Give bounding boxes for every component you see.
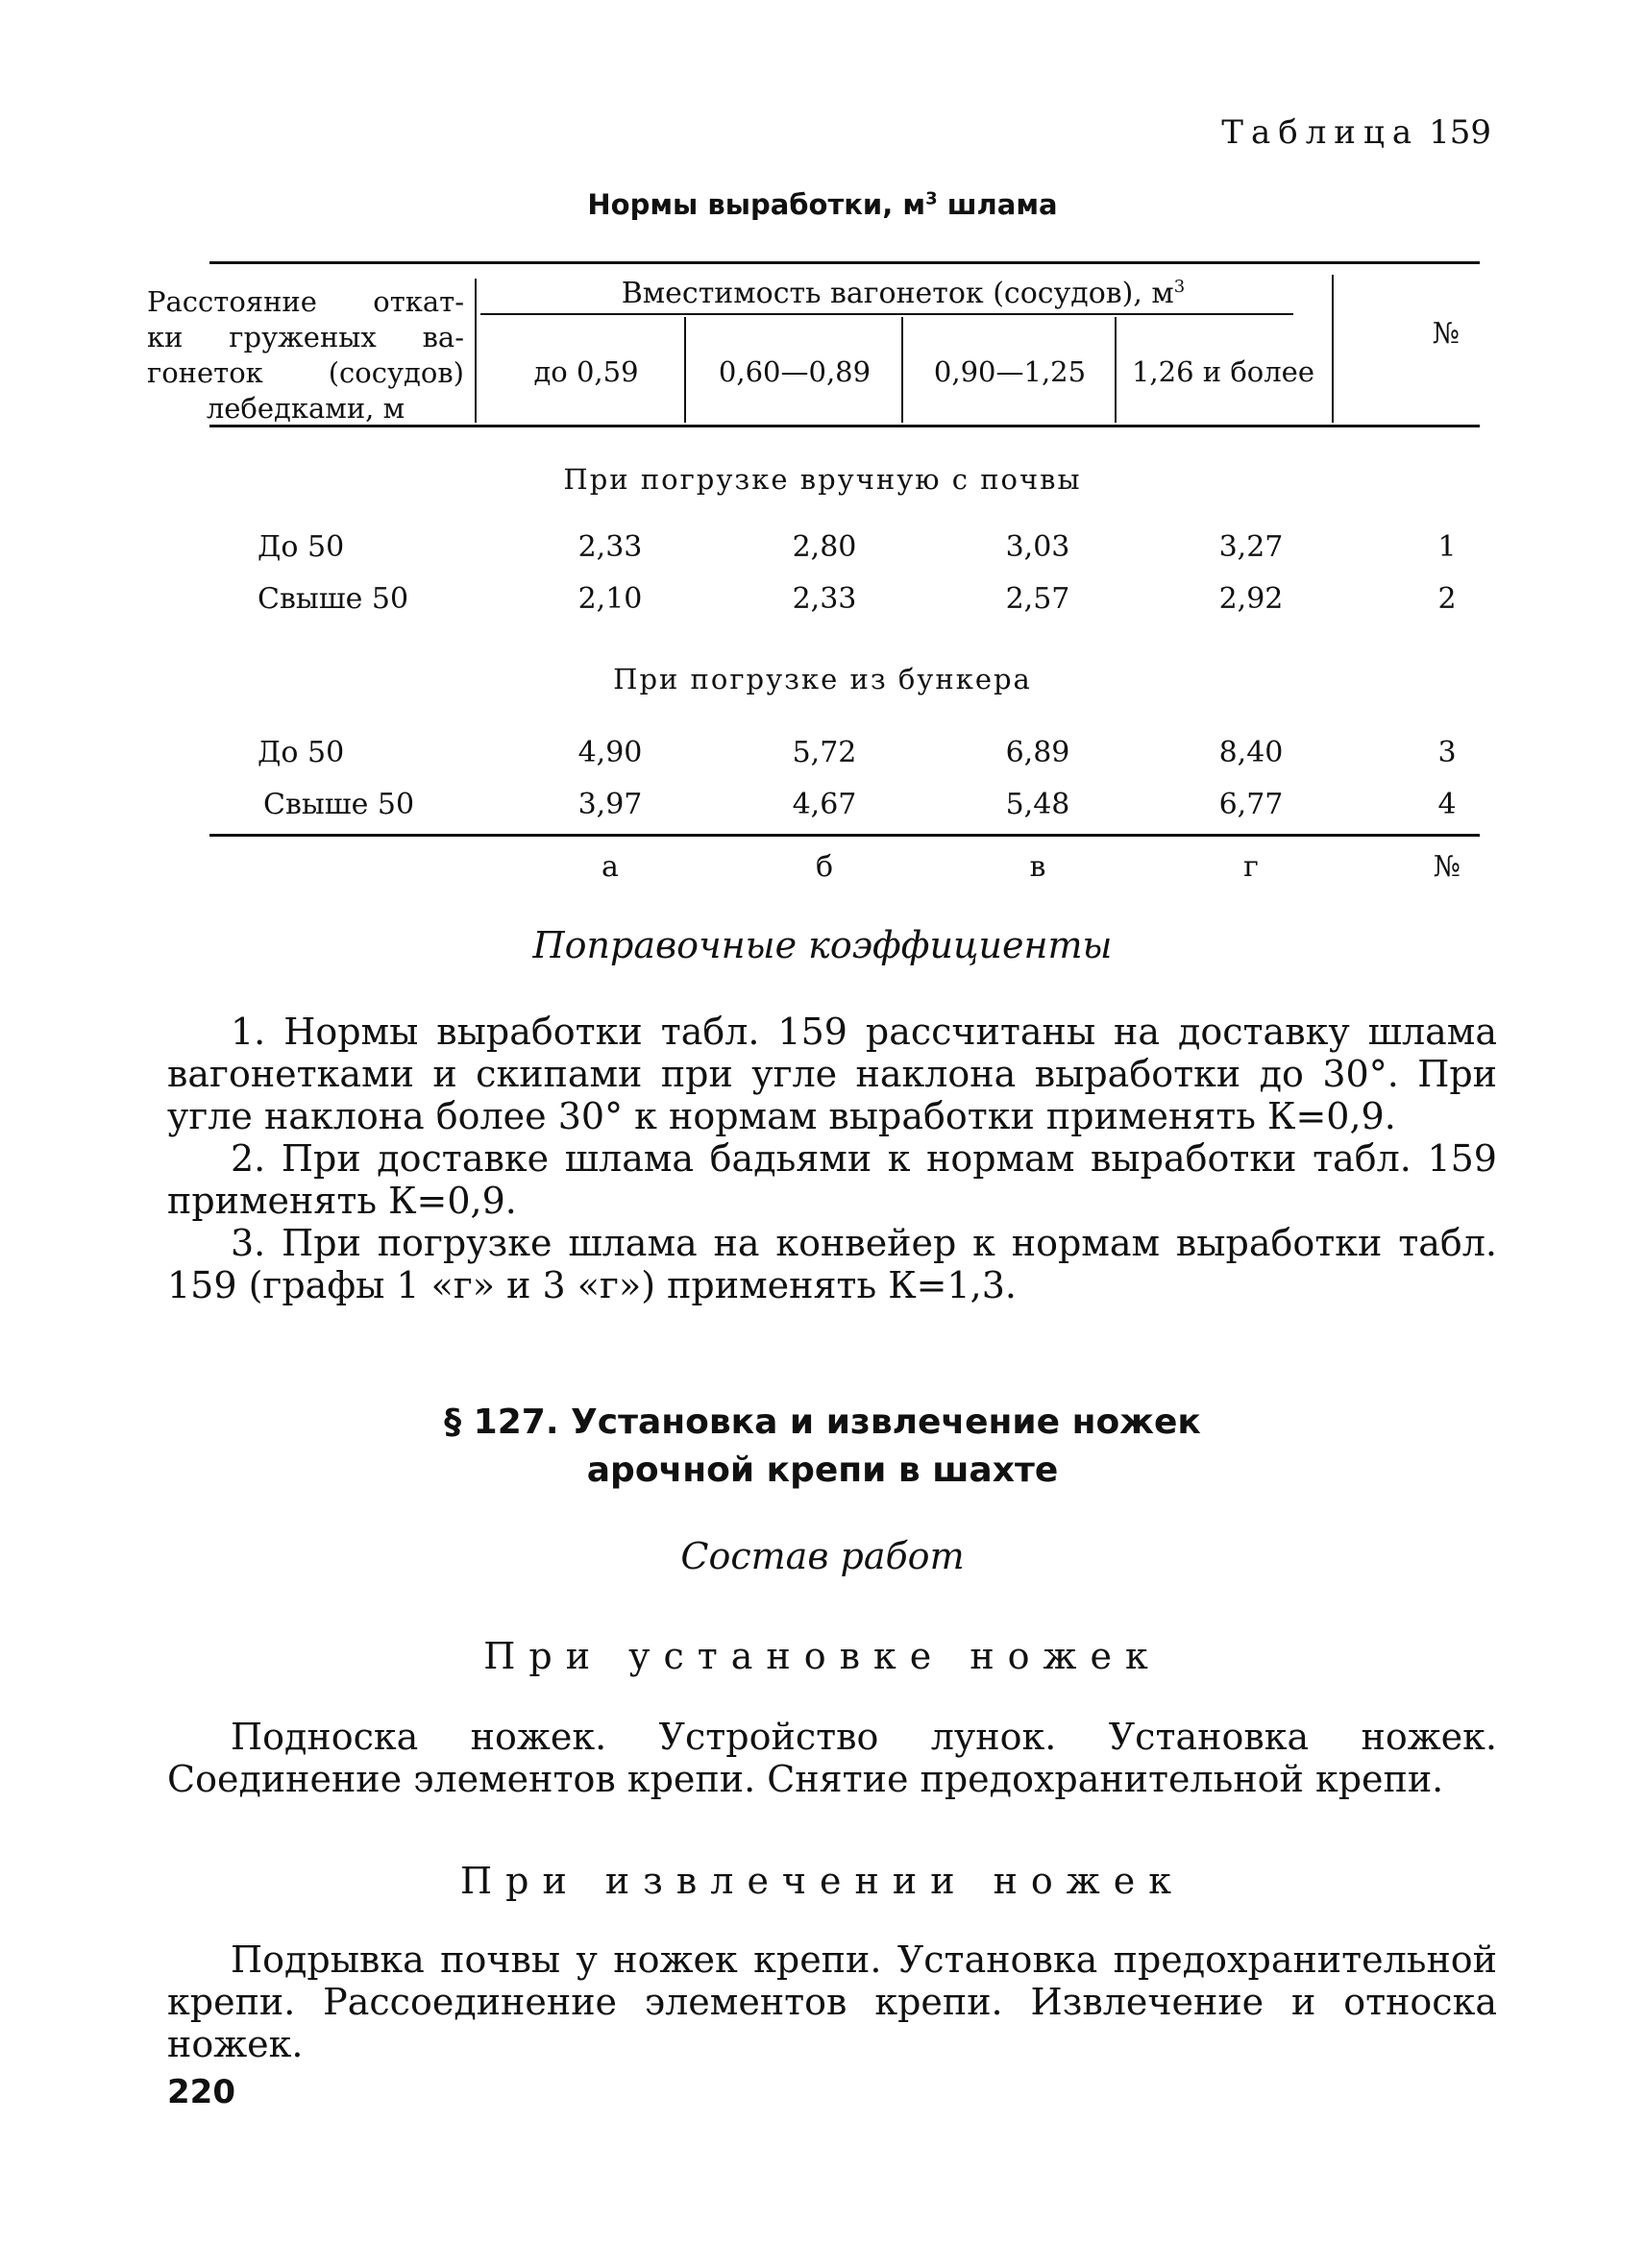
composition-heading: Состав работ: [680, 1535, 965, 1577]
extract-heading: При извлечении ножек: [459, 1860, 1186, 1902]
table-cell: 8,40: [1218, 736, 1284, 769]
footer-letter-v: в: [1029, 850, 1046, 884]
row-label: До 50: [258, 736, 345, 769]
section-title-bunker: При погрузке из бункера: [613, 663, 1032, 695]
table-cell: 5,48: [1005, 788, 1070, 821]
table-title-tail: шлама: [937, 188, 1058, 221]
page-number: 220: [167, 2073, 235, 2111]
header-distance-line: Расстояние откат-: [147, 285, 464, 318]
header-col-c: 0,90—1,25: [933, 355, 1087, 388]
table-label-word: Таблица: [1221, 113, 1420, 152]
header-capacity-group: [480, 277, 1326, 310]
section-127-title-line: § 127. Установка и извлечение ножек: [444, 1402, 1201, 1442]
header-vline-left: [475, 279, 477, 423]
header-capacity-sup: 3: [1173, 277, 1186, 297]
footer-letter-g: г: [1243, 850, 1259, 884]
table-cell: 3,97: [577, 788, 643, 821]
footer-letter-b: б: [815, 850, 834, 884]
table-cell: 4,67: [792, 788, 857, 821]
table-title-sup: 3: [925, 188, 938, 209]
section-127-title-line: арочной крепи в шахте: [586, 1451, 1059, 1490]
table-cell: 3,27: [1218, 530, 1284, 564]
row-number: 1: [1437, 530, 1457, 564]
correction-item: 3. При погрузке шлама на конвейер к нормам выработки табл. 159 (графы 1 «г» и 3 «г») применять К=1,3.: [167, 1222, 1497, 1306]
table-cell: 2,33: [577, 530, 643, 564]
group-underline: [480, 313, 1293, 315]
footer-letter-a: а: [602, 850, 619, 884]
header-distance-line: ки груженых ва-: [147, 321, 464, 354]
row-label: Свыше 50: [258, 582, 409, 616]
table-cell: 2,57: [1005, 582, 1070, 616]
table-cell: 5,72: [792, 736, 857, 769]
header-distance-line: гонеток (сосудов): [147, 356, 464, 389]
table-cell: 4,90: [577, 736, 643, 769]
header-col-b: 0,60—0,89: [718, 355, 872, 388]
section-127-heading: [0, 1399, 1645, 1495]
row-label: До 50: [258, 530, 345, 564]
corrections-list: [167, 1011, 1497, 1306]
extract-paragraph: Подрывка почвы у ножек крепи. Установка предохранительной крепи. Рассоединение элементов крепи. Извлечение и относка ножек.: [167, 1939, 1497, 2065]
install-paragraph: Подноска ножек. Устройство лунок. Установка ножек. Соединение элементов крепи. Снятие предохранительной крепи.: [167, 1716, 1497, 1800]
table-label-number: 159: [1429, 113, 1491, 152]
header-number-col: №: [1432, 317, 1461, 351]
table-footer-rule: [209, 834, 1480, 837]
table-top-rule: [209, 261, 1480, 264]
row-number: 2: [1437, 582, 1457, 616]
header-col-d: 1,26 и более: [1131, 355, 1314, 388]
extract-text: [167, 1939, 1497, 2065]
table-title: [0, 188, 1645, 221]
header-capacity-text: Вместимость вагонеток (сосудов), м: [621, 277, 1174, 310]
row-number: 4: [1437, 788, 1457, 821]
header-vline-1: [684, 317, 686, 423]
section-title-manual: При погрузке вручную с почвы: [563, 463, 1082, 496]
install-heading: При установке ножек: [483, 1635, 1162, 1677]
corrections-heading: Поправочные коэффициенты: [532, 924, 1113, 966]
header-col-a: до 0,59: [533, 355, 639, 388]
correction-item: 2. При доставке шлама бадьями к нормам выработки табл. 159 применять К=0,9.: [167, 1137, 1497, 1222]
header-distance-label: [147, 284, 464, 427]
row-number: 3: [1437, 736, 1457, 769]
install-text: [167, 1716, 1497, 1800]
table-cell: 2,92: [1218, 582, 1284, 616]
header-distance-line: лебедками, м: [206, 392, 405, 425]
table-cell: 6,89: [1005, 736, 1070, 769]
table-cell: 2,80: [792, 530, 857, 564]
table-label: [1221, 113, 1491, 152]
header-vline-2: [901, 317, 903, 423]
table-cell: 3,03: [1005, 530, 1070, 564]
row-label: Свыше 50: [263, 788, 415, 821]
table-cell: 2,33: [792, 582, 857, 616]
table-title-text: Нормы выработки, м: [587, 188, 926, 221]
table-cell: 6,77: [1218, 788, 1284, 821]
header-vline-right: [1332, 275, 1334, 423]
footer-number-sign: №: [1433, 850, 1461, 884]
correction-item: 1. Нормы выработки табл. 159 рассчитаны на доставку шлама вагонетками и скипами при угле наклона выработки до 30°. При угле наклона более 30° к нормам выработки применять К=0,9.: [167, 1011, 1497, 1137]
table-cell: 2,10: [577, 582, 643, 616]
